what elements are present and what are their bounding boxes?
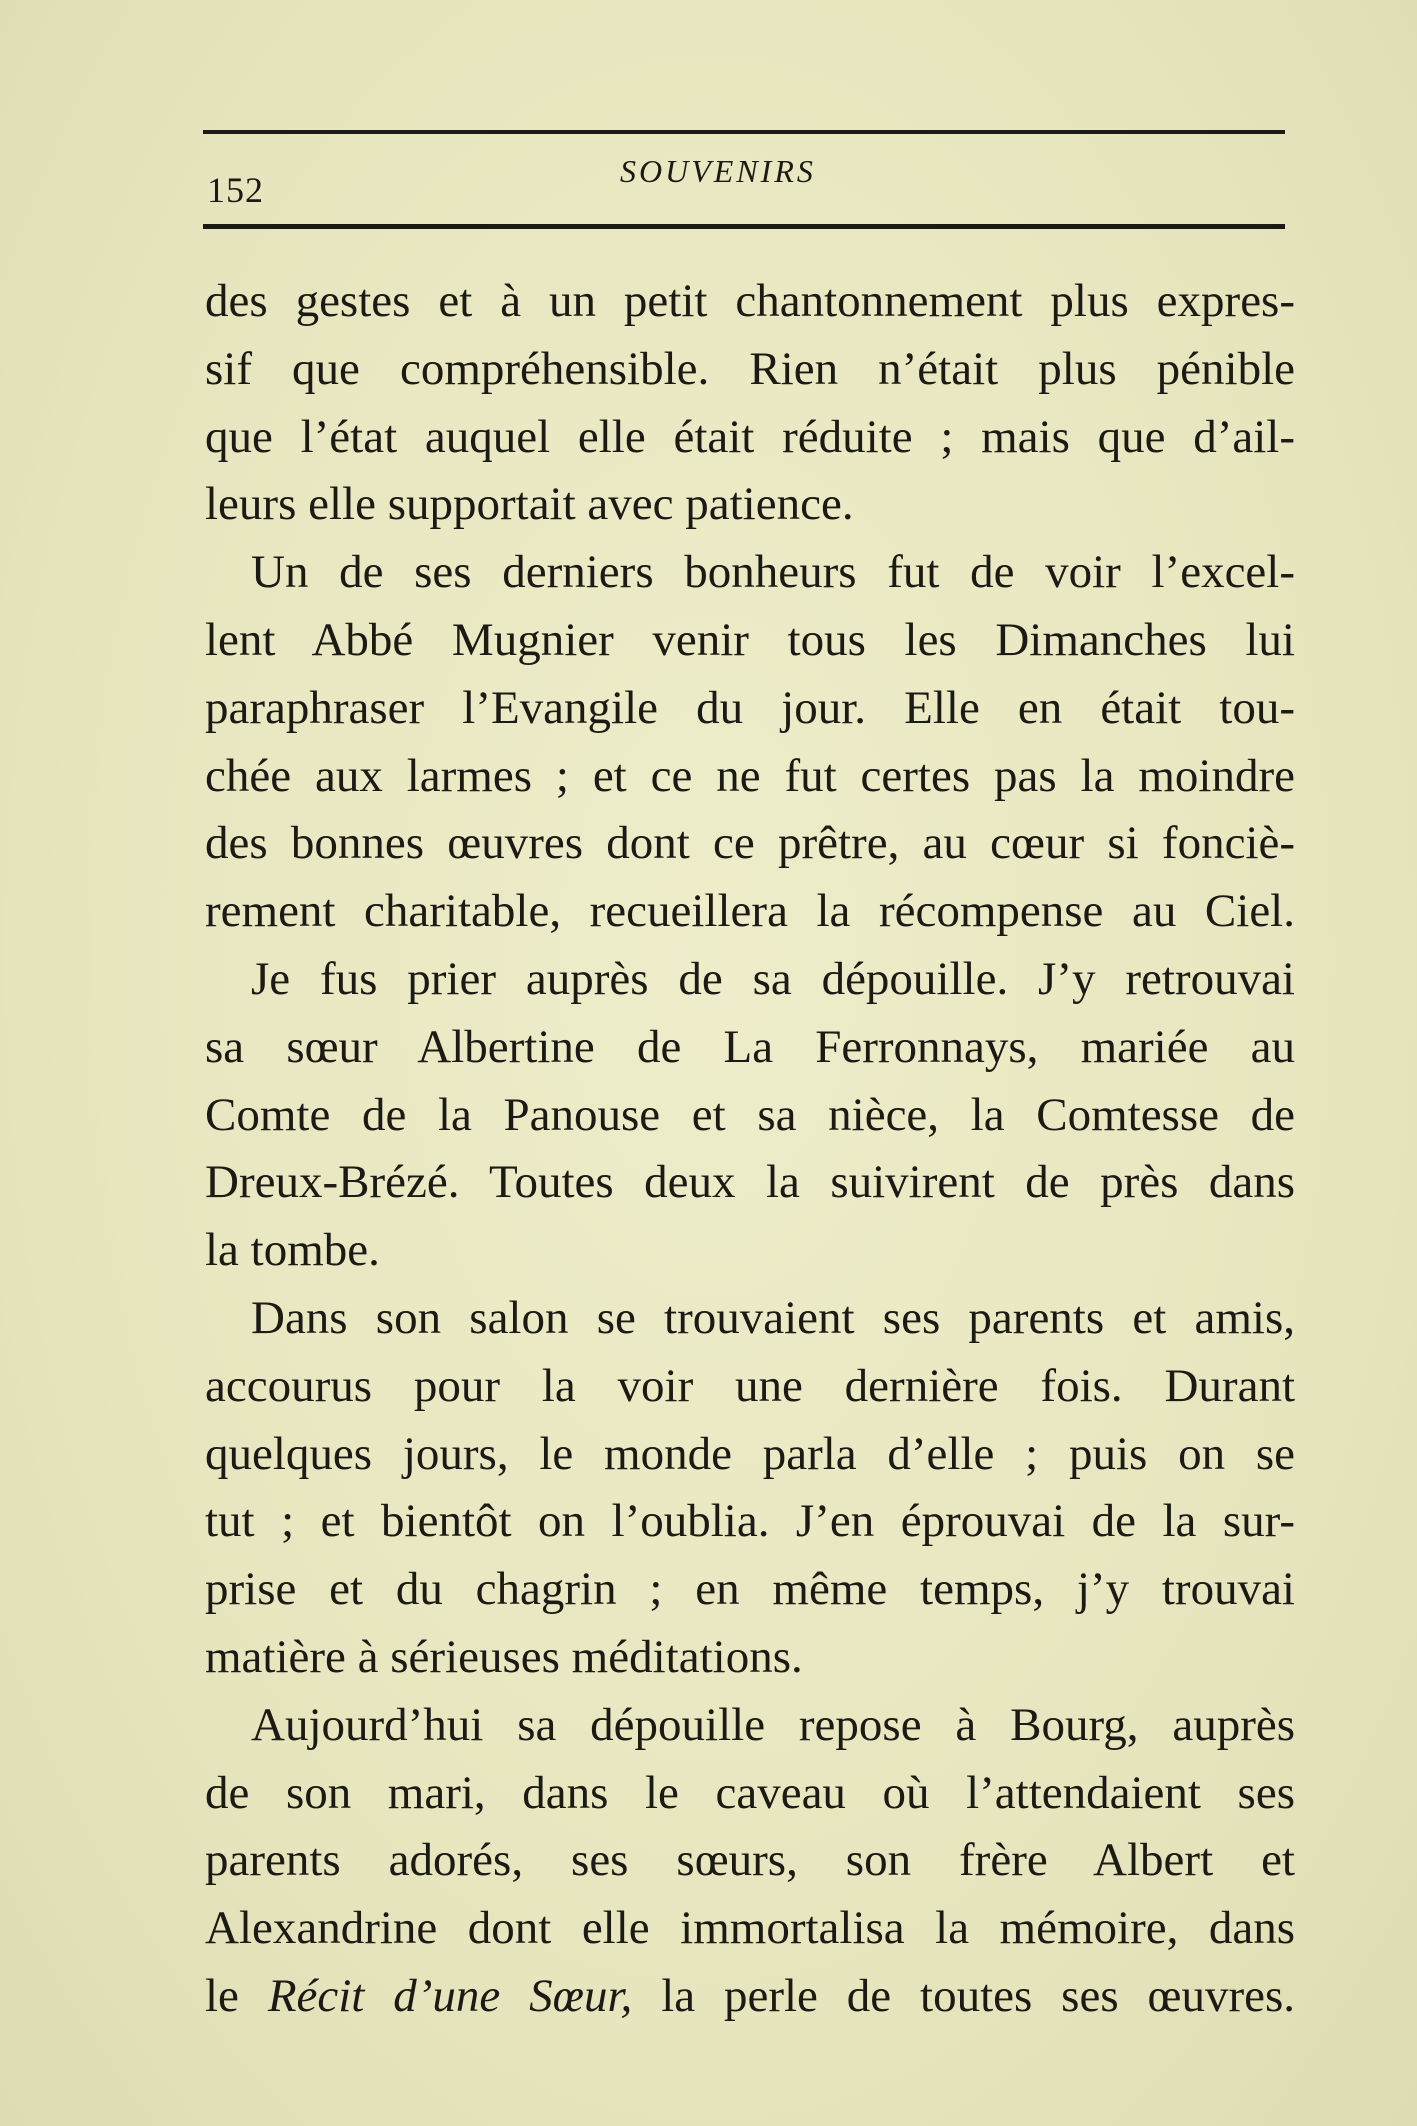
- text-line: paraphraser l’Evangile du jour. Elle en était tou-: [205, 681, 1295, 734]
- text-line: quelques jours, le monde parla d’elle ; puis on se: [205, 1427, 1295, 1480]
- text-line: rement charitable, recueillera la récompense au Ciel.: [205, 885, 1295, 938]
- paragraph-5: [205, 1692, 1295, 2031]
- text-line: lent Abbé Mugnier venir tous les Dimanches lui: [205, 613, 1295, 666]
- text-line: prise et du chagrin ; en même temps, j’y trouvai: [205, 1563, 1295, 1616]
- text-line: parents adorés, ses sœurs, son frère Albert et: [205, 1834, 1295, 1887]
- text-line: la tombe.: [205, 1224, 380, 1277]
- text-line: Alexandrine dont elle immortalisa la mémoire, dans: [205, 1902, 1295, 1955]
- text-segment: le: [205, 1969, 268, 2022]
- paragraph-3: [205, 946, 1295, 1285]
- text-line: de son mari, dans le caveau où l’attendaient ses: [205, 1766, 1295, 1819]
- text-segment: la perle de toutes ses œuvres.: [632, 1969, 1295, 2022]
- text-line-final: [205, 1963, 1295, 2031]
- text-line: leurs elle supportait avec patience.: [205, 478, 854, 531]
- text-line: que l’état auquel elle était réduite ; mais que d’ail-: [205, 410, 1295, 463]
- book-title-italic: Récit d’une Sœur,: [267, 1969, 633, 2022]
- text-line: chée aux larmes ; et ce ne fut certes pas la moindre: [205, 749, 1295, 802]
- text-line: des gestes et à un petit chantonnement plus expres-: [205, 275, 1295, 327]
- text-line: tut ; et bientôt on l’oublia. J’en éprouvai de la sur-: [205, 1495, 1295, 1548]
- text-line: matière à sérieuses méditations.: [205, 1630, 803, 1683]
- text-line: sa sœur Albertine de La Ferronnays, mariée au: [205, 1020, 1295, 1073]
- text-line: Je fus prier auprès de sa dépouille. J’y retrouvai: [251, 952, 1295, 1005]
- header-bottom-rule: [203, 224, 1285, 229]
- header-top-rule: [203, 130, 1285, 134]
- text-line: accourus pour la voir une dernière fois. Durant: [205, 1359, 1295, 1412]
- text-line: Dans son salon se trouvaient ses parents et amis,: [251, 1291, 1295, 1344]
- text-line: sif que compréhensible. Rien n’était plus pénible: [205, 342, 1295, 395]
- text-line: Aujourd’hui sa dépouille repose à Bourg, auprès: [251, 1698, 1295, 1751]
- paragraph-2: [205, 539, 1295, 946]
- body-text: [205, 268, 1295, 2031]
- running-title: SOUVENIRS: [620, 153, 816, 189]
- paragraph-1: [205, 268, 1295, 539]
- text-line: Comte de la Panouse et sa nièce, la Comtesse de: [205, 1088, 1295, 1141]
- paragraph-4: [205, 1285, 1295, 1692]
- text-line: Un de ses derniers bonheurs fut de voir l’excel-: [251, 546, 1295, 599]
- page-number: 152: [207, 170, 264, 210]
- text-line: Dreux-Brézé. Toutes deux la suivirent de près dans: [205, 1156, 1295, 1209]
- text-line: des bonnes œuvres dont ce prêtre, au cœur si fonciè-: [205, 817, 1295, 870]
